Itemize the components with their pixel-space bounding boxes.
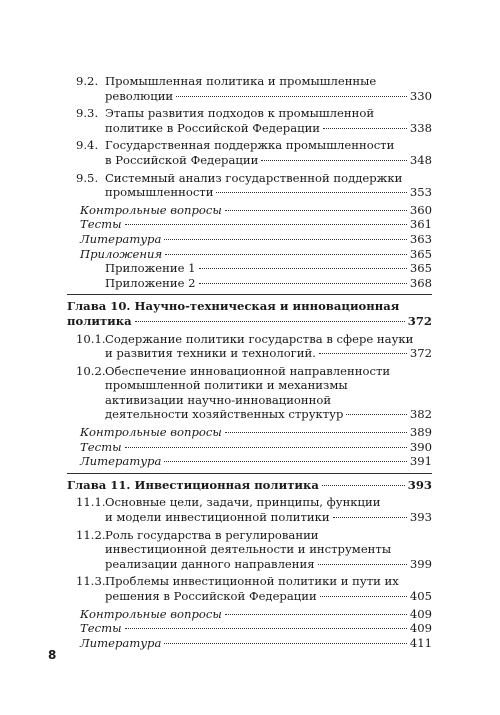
section-page: 330 [409, 88, 432, 103]
section-title-line: Роль государства в регулировании [105, 527, 319, 542]
leader-dots [125, 224, 407, 225]
toc-section-line [76, 185, 432, 200]
section-page: 399 [409, 556, 432, 571]
toc-section-entry[interactable] [76, 364, 432, 422]
toc-section-line [76, 495, 432, 510]
toc-section-line [76, 542, 432, 557]
toc-section-entry[interactable] [76, 138, 432, 167]
leader-dots [319, 353, 407, 354]
section-title-line: революции [105, 88, 174, 103]
section-title-line: промышленной политики и механизмы [105, 378, 348, 393]
leader-dots [125, 628, 407, 629]
extra-title: Тесты [80, 621, 122, 636]
toc-section-line [76, 346, 432, 361]
toc-section-line [76, 332, 432, 347]
chapter-11-page: 393 [407, 477, 432, 492]
extra-page: 409 [409, 621, 432, 636]
toc-extra-entry[interactable] [80, 203, 432, 218]
section-title-line: политике в Российской Федерации [105, 120, 321, 135]
extra-page: 390 [409, 439, 432, 454]
section-number: 9.2. [76, 74, 99, 88]
leader-dots [318, 564, 407, 565]
extra-page: 361 [409, 217, 432, 232]
chapter-9-sections [76, 74, 432, 200]
toc-extra-entry[interactable] [80, 425, 432, 440]
extra-page: 363 [409, 231, 432, 246]
leader-dots [261, 160, 407, 161]
section-number: 10.1. [76, 331, 106, 346]
section-number: 9.4. [76, 138, 99, 153]
section-title-line: и модели инвестиционной политики [105, 510, 330, 525]
leader-dots [199, 268, 407, 269]
chapter-9-appendices [76, 261, 432, 290]
leader-dots [125, 447, 407, 448]
toc-section-line [76, 528, 432, 543]
extra-title: Приложения [80, 246, 163, 261]
leader-dots [135, 321, 405, 322]
leader-dots [216, 192, 406, 193]
section-title-line: Промышленная политика и промышленные [105, 74, 377, 88]
chapter-10-sections [76, 332, 432, 423]
toc-extra-entry[interactable] [80, 217, 432, 232]
section-number: 9.3. [76, 106, 99, 121]
extra-title: Литература [80, 454, 162, 469]
chapter-10-page: 372 [407, 313, 432, 328]
leader-dots [164, 643, 406, 644]
extra-title: Тесты [80, 439, 122, 454]
section-page: 348 [409, 152, 432, 167]
leader-dots [176, 96, 407, 97]
toc-extra-entry[interactable] [80, 247, 432, 262]
leader-dots [164, 239, 406, 240]
section-title-line: деятельности хозяйственных структур [105, 407, 344, 422]
toc-section-line [76, 589, 432, 604]
toc-section-entry[interactable] [76, 332, 432, 361]
section-number: 11.1. [76, 495, 106, 510]
section-title-line: Системный анализ государственной поддержки [105, 170, 403, 185]
section-number: 11.2. [76, 527, 106, 542]
extra-page: 391 [409, 454, 432, 469]
toc-extra-entry[interactable] [76, 261, 432, 276]
toc-extra-entry[interactable] [80, 636, 432, 651]
toc-extra-entry[interactable] [80, 440, 432, 455]
section-title-line: решения в Российской Федерации [105, 589, 317, 603]
extra-page: 368 [409, 275, 432, 290]
extra-title: Тесты [80, 217, 122, 232]
table-of-contents [67, 74, 432, 650]
toc-extra-entry[interactable] [76, 276, 432, 291]
toc-section-entry[interactable] [76, 495, 432, 524]
section-number: 11.3. [76, 574, 106, 589]
section-title-line: промышленности [105, 185, 214, 200]
toc-section-entry[interactable] [76, 106, 432, 135]
leader-dots [323, 128, 407, 129]
toc-section-line [76, 393, 432, 408]
toc-section-line [76, 138, 432, 153]
extra-page: 389 [409, 425, 432, 440]
chapter-11-extras [76, 607, 432, 651]
leader-dots [164, 461, 406, 462]
chapter-10-title-line1: Глава 10. Научно-техническая и инновационная [67, 299, 400, 314]
toc-extra-entry[interactable] [80, 621, 432, 636]
page-number: 8 [48, 648, 57, 662]
section-page: 382 [409, 407, 432, 422]
chapter-10-title-line2: политика [67, 313, 132, 328]
toc-section-line [76, 121, 432, 136]
section-page: 338 [409, 120, 432, 135]
toc-section-entry[interactable] [76, 74, 432, 103]
leader-dots [225, 432, 407, 433]
extra-title: Литература [80, 231, 162, 246]
toc-section-line [76, 378, 432, 393]
toc-section-line [76, 574, 432, 589]
chapter-11-heading[interactable] [67, 473, 432, 493]
toc-section-entry[interactable] [76, 528, 432, 572]
chapter-10-heading[interactable] [67, 294, 432, 328]
toc-section-line [76, 106, 432, 121]
section-title-line: активизации научно-инновационной [105, 392, 332, 407]
chapter-10-extras [76, 425, 432, 469]
section-title-line: в Российской Федерации [105, 152, 259, 167]
extra-title: Контрольные вопросы [80, 425, 222, 440]
leader-dots [225, 210, 407, 211]
section-title-line: Содержание политики государства в сфере науки [105, 331, 414, 346]
section-title-line: реализации данного направления [105, 556, 315, 571]
leader-dots [346, 414, 406, 415]
section-title-line: инвестиционной деятельности и инструменты [105, 542, 392, 557]
toc-section-line [76, 407, 432, 422]
section-title-line: Основные цели, задачи, принципы, функции [105, 495, 381, 510]
leader-dots [333, 517, 407, 518]
section-title-line: Государственная поддержка промышленности [105, 138, 395, 153]
extra-page: 360 [409, 202, 432, 217]
toc-section-line [76, 364, 432, 379]
section-page: 393 [409, 510, 432, 525]
toc-section-line [76, 89, 432, 104]
section-page: 405 [409, 589, 432, 603]
section-title-line: Обеспечение инновационной направленности [105, 363, 391, 378]
chapter-9-extras [76, 203, 432, 261]
section-number: 9.5. [76, 170, 99, 185]
extra-page: 365 [409, 246, 432, 261]
section-number: 10.2. [76, 363, 106, 378]
section-page: 372 [409, 346, 432, 361]
extra-title: Приложение 1 [105, 261, 196, 276]
toc-extra-entry[interactable] [80, 454, 432, 469]
extra-title: Приложение 2 [105, 275, 196, 290]
section-page: 353 [409, 185, 432, 200]
section-title-line: и развития техники и технологий. [105, 346, 316, 361]
extra-title: Контрольные вопросы [80, 202, 222, 217]
toc-section-line [76, 557, 432, 572]
extra-page: 365 [409, 261, 432, 276]
extra-page: 409 [409, 606, 432, 621]
leader-dots [320, 596, 407, 597]
toc-section-entry[interactable] [76, 574, 432, 603]
chapter-11-title: Глава 11. Инвестиционная политика [67, 477, 319, 492]
toc-section-line [76, 153, 432, 168]
toc-section-line [76, 171, 432, 186]
leader-dots [199, 283, 407, 284]
toc-extra-entry[interactable] [80, 607, 432, 622]
leader-dots [225, 614, 407, 615]
toc-section-entry[interactable] [76, 171, 432, 200]
toc-section-line [76, 74, 432, 89]
extra-title: Литература [80, 635, 162, 650]
extra-title: Контрольные вопросы [80, 606, 222, 621]
leader-dots [322, 485, 405, 486]
extra-page: 411 [409, 635, 432, 650]
section-title-line: Этапы развития подходов к промышленной [105, 106, 375, 121]
chapter-11-sections [76, 495, 432, 603]
toc-extra-entry[interactable] [80, 232, 432, 247]
leader-dots [165, 254, 407, 255]
toc-section-line [76, 510, 432, 525]
section-title-line: Проблемы инвестиционной политики и пути их [105, 574, 399, 589]
